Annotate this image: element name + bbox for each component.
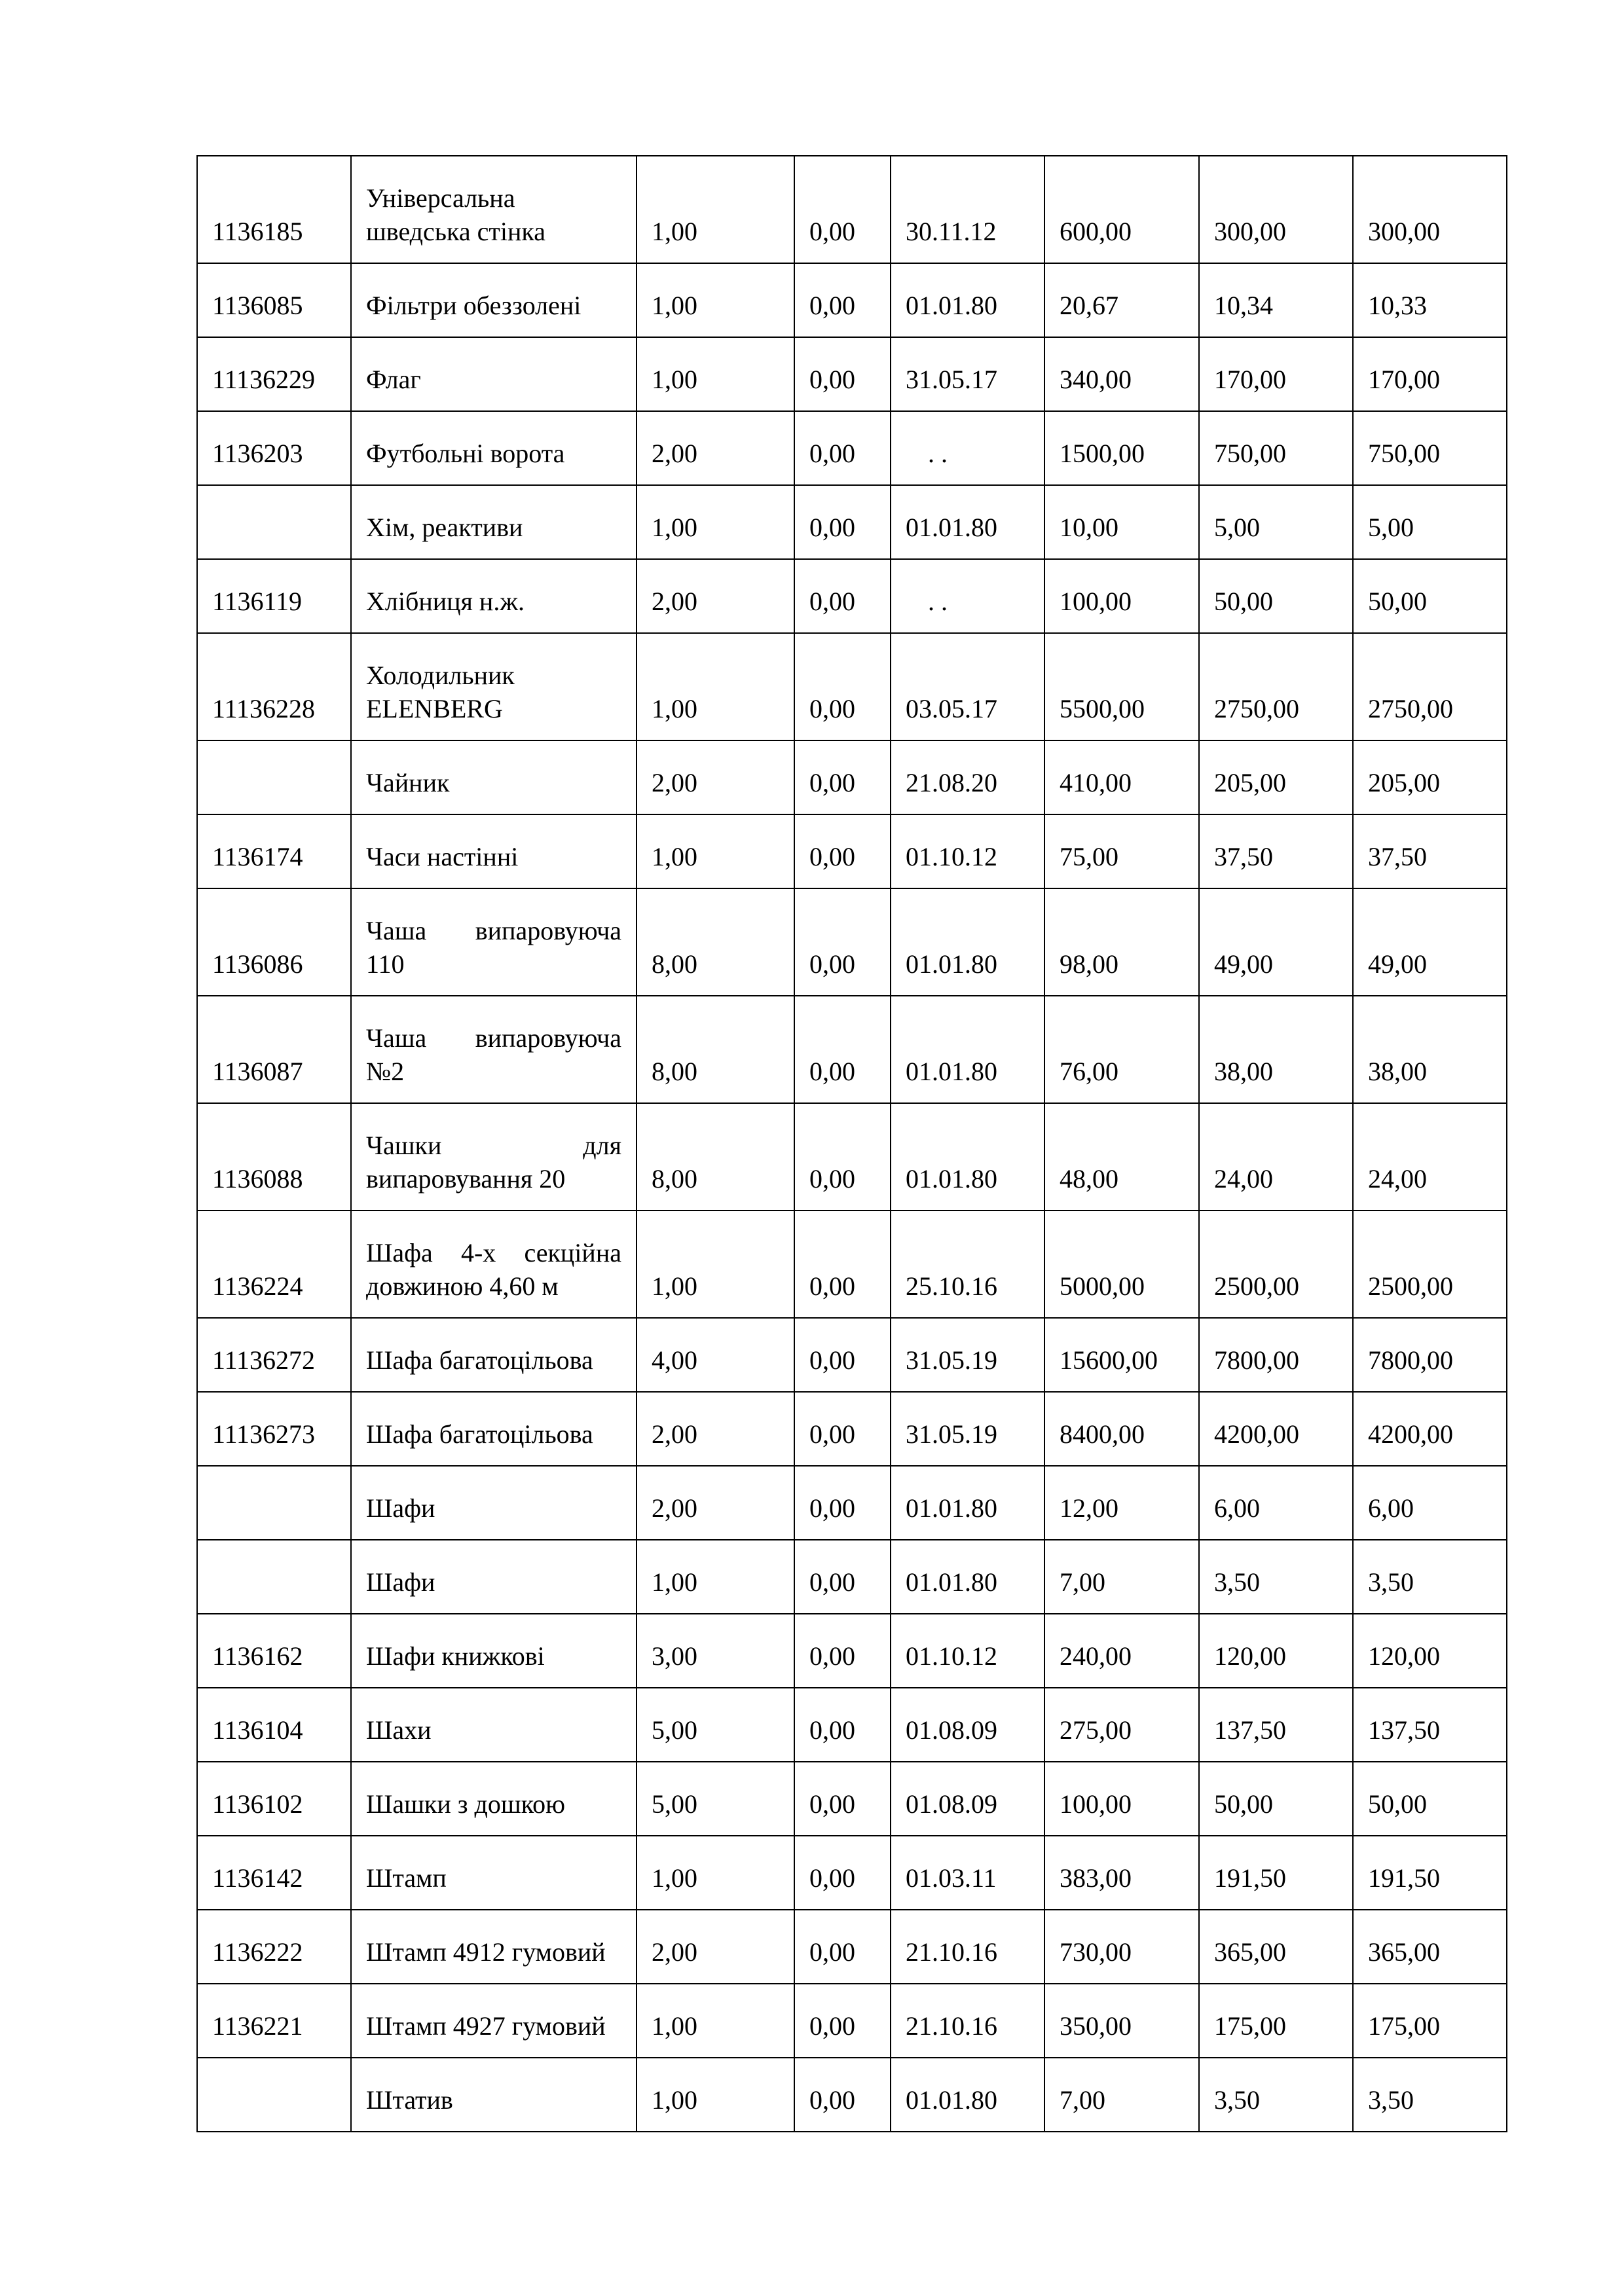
- total-cost-cell: 7,00: [1044, 2058, 1199, 2132]
- value-cell: 0,00: [794, 337, 891, 411]
- quantity-cell: 8,00: [637, 1103, 794, 1211]
- balance-cell: 50,00: [1353, 559, 1507, 633]
- date-cell: . .: [891, 559, 1044, 633]
- inventory-table-body: [197, 156, 1507, 2132]
- total-cost-cell: 12,00: [1044, 1466, 1199, 1540]
- total-cost-cell: 5500,00: [1044, 633, 1199, 740]
- item-name-cell: Універсальна шведська стінка: [351, 156, 637, 263]
- amount-cell: 191,50: [1199, 1836, 1353, 1910]
- inventory-table: [196, 155, 1507, 2132]
- value-cell: 0,00: [794, 1836, 891, 1910]
- inventory-code-cell: 11136272: [197, 1318, 351, 1392]
- balance-cell: 191,50: [1353, 1836, 1507, 1910]
- value-cell: 0,00: [794, 1103, 891, 1211]
- amount-cell: 6,00: [1199, 1466, 1353, 1540]
- value-cell: 0,00: [794, 2058, 891, 2132]
- inventory-code-cell: [197, 740, 351, 814]
- value-cell: 0,00: [794, 1910, 891, 1984]
- date-cell: 01.08.09: [891, 1762, 1044, 1836]
- table-row: [197, 1540, 1507, 1614]
- table-row: [197, 1984, 1507, 2058]
- table-row: [197, 1318, 1507, 1392]
- date-cell: 03.05.17: [891, 633, 1044, 740]
- total-cost-cell: 48,00: [1044, 1103, 1199, 1211]
- total-cost-cell: 100,00: [1044, 559, 1199, 633]
- quantity-cell: 1,00: [637, 337, 794, 411]
- total-cost-cell: 350,00: [1044, 1984, 1199, 2058]
- quantity-cell: 1,00: [637, 814, 794, 888]
- table-row: [197, 1392, 1507, 1466]
- balance-cell: 49,00: [1353, 888, 1507, 996]
- value-cell: 0,00: [794, 263, 891, 337]
- amount-cell: 137,50: [1199, 1688, 1353, 1762]
- item-name-cell: Штатив: [351, 2058, 637, 2132]
- inventory-code-cell: 1136086: [197, 888, 351, 996]
- item-name-cell: Шафи: [351, 1540, 637, 1614]
- table-row: [197, 1762, 1507, 1836]
- date-cell: 01.03.11: [891, 1836, 1044, 1910]
- item-name-cell: Шафи: [351, 1466, 637, 1540]
- balance-cell: 2750,00: [1353, 633, 1507, 740]
- inventory-code-cell: 1136222: [197, 1910, 351, 1984]
- amount-cell: 38,00: [1199, 996, 1353, 1103]
- date-cell: 30.11.12: [891, 156, 1044, 263]
- value-cell: 0,00: [794, 559, 891, 633]
- date-cell: 31.05.19: [891, 1318, 1044, 1392]
- quantity-cell: 4,00: [637, 1318, 794, 1392]
- inventory-code-cell: 1136104: [197, 1688, 351, 1762]
- balance-cell: 50,00: [1353, 1762, 1507, 1836]
- quantity-cell: 8,00: [637, 888, 794, 996]
- item-name-cell: Штамп 4912 гумовий: [351, 1910, 637, 1984]
- date-cell: 01.01.80: [891, 1466, 1044, 1540]
- item-name-cell: Футбольні ворота: [351, 411, 637, 485]
- inventory-code-cell: [197, 1466, 351, 1540]
- value-cell: 0,00: [794, 156, 891, 263]
- value-cell: 0,00: [794, 411, 891, 485]
- balance-cell: 300,00: [1353, 156, 1507, 263]
- total-cost-cell: 7,00: [1044, 1540, 1199, 1614]
- quantity-cell: 5,00: [637, 1688, 794, 1762]
- balance-cell: 120,00: [1353, 1614, 1507, 1688]
- date-cell: 01.01.80: [891, 2058, 1044, 2132]
- value-cell: 0,00: [794, 740, 891, 814]
- amount-cell: 50,00: [1199, 1762, 1353, 1836]
- balance-cell: 175,00: [1353, 1984, 1507, 2058]
- quantity-cell: 1,00: [637, 1540, 794, 1614]
- inventory-code-cell: 1136203: [197, 411, 351, 485]
- amount-cell: 170,00: [1199, 337, 1353, 411]
- total-cost-cell: 340,00: [1044, 337, 1199, 411]
- table-row: [197, 485, 1507, 559]
- table-row: [197, 559, 1507, 633]
- value-cell: 0,00: [794, 1984, 891, 2058]
- balance-cell: 2500,00: [1353, 1211, 1507, 1318]
- value-cell: 0,00: [794, 1688, 891, 1762]
- table-row: [197, 740, 1507, 814]
- inventory-code-cell: 1136162: [197, 1614, 351, 1688]
- balance-cell: 205,00: [1353, 740, 1507, 814]
- item-name-cell: Часи настінні: [351, 814, 637, 888]
- quantity-cell: 1,00: [637, 263, 794, 337]
- amount-cell: 120,00: [1199, 1614, 1353, 1688]
- amount-cell: 24,00: [1199, 1103, 1353, 1211]
- balance-cell: 365,00: [1353, 1910, 1507, 1984]
- value-cell: 0,00: [794, 633, 891, 740]
- quantity-cell: 1,00: [637, 633, 794, 740]
- inventory-code-cell: 1136224: [197, 1211, 351, 1318]
- total-cost-cell: 730,00: [1044, 1910, 1199, 1984]
- balance-cell: 5,00: [1353, 485, 1507, 559]
- table-row: [197, 1910, 1507, 1984]
- amount-cell: 37,50: [1199, 814, 1353, 888]
- balance-cell: 137,50: [1353, 1688, 1507, 1762]
- item-name-cell: Штамп 4927 гумовий: [351, 1984, 637, 2058]
- item-name-cell: Шашки з дошкою: [351, 1762, 637, 1836]
- quantity-cell: 2,00: [637, 1392, 794, 1466]
- value-cell: 0,00: [794, 485, 891, 559]
- total-cost-cell: 1500,00: [1044, 411, 1199, 485]
- item-name-cell: Холодильник ELENBERG: [351, 633, 637, 740]
- table-row: [197, 1466, 1507, 1540]
- total-cost-cell: 5000,00: [1044, 1211, 1199, 1318]
- item-name-cell: Хім, реактиви: [351, 485, 637, 559]
- inventory-code-cell: 1136085: [197, 263, 351, 337]
- amount-cell: 2750,00: [1199, 633, 1353, 740]
- date-cell: 31.05.17: [891, 337, 1044, 411]
- balance-cell: 24,00: [1353, 1103, 1507, 1211]
- date-cell: 01.01.80: [891, 485, 1044, 559]
- total-cost-cell: 410,00: [1044, 740, 1199, 814]
- total-cost-cell: 275,00: [1044, 1688, 1199, 1762]
- amount-cell: 205,00: [1199, 740, 1353, 814]
- item-name-cell: Чашки для випаровування 20: [351, 1103, 637, 1211]
- amount-cell: 3,50: [1199, 2058, 1353, 2132]
- inventory-code-cell: 1136221: [197, 1984, 351, 2058]
- table-row: [197, 337, 1507, 411]
- amount-cell: 3,50: [1199, 1540, 1353, 1614]
- inventory-code-cell: 11136229: [197, 337, 351, 411]
- quantity-cell: 8,00: [637, 996, 794, 1103]
- inventory-code-cell: [197, 1540, 351, 1614]
- inventory-code-cell: 1136087: [197, 996, 351, 1103]
- document-page: [196, 155, 1506, 2132]
- inventory-code-cell: 11136273: [197, 1392, 351, 1466]
- quantity-cell: 1,00: [637, 1211, 794, 1318]
- table-row: [197, 814, 1507, 888]
- balance-cell: 170,00: [1353, 337, 1507, 411]
- quantity-cell: 2,00: [637, 1466, 794, 1540]
- balance-cell: 38,00: [1353, 996, 1507, 1103]
- balance-cell: 37,50: [1353, 814, 1507, 888]
- date-cell: 01.10.12: [891, 814, 1044, 888]
- quantity-cell: 2,00: [637, 740, 794, 814]
- quantity-cell: 1,00: [637, 156, 794, 263]
- amount-cell: 2500,00: [1199, 1211, 1353, 1318]
- item-name-cell: Чаша випаровуюча 110: [351, 888, 637, 996]
- date-cell: 21.10.16: [891, 1910, 1044, 1984]
- value-cell: 0,00: [794, 814, 891, 888]
- table-row: [197, 263, 1507, 337]
- item-name-cell: Шафа 4-х секційна довжиною 4,60 м: [351, 1211, 637, 1318]
- table-row: [197, 633, 1507, 740]
- inventory-code-cell: 11136228: [197, 633, 351, 740]
- item-name-cell: Шахи: [351, 1688, 637, 1762]
- date-cell: 01.01.80: [891, 1540, 1044, 1614]
- date-cell: 01.01.80: [891, 263, 1044, 337]
- quantity-cell: 1,00: [637, 485, 794, 559]
- total-cost-cell: 15600,00: [1044, 1318, 1199, 1392]
- total-cost-cell: 600,00: [1044, 156, 1199, 263]
- inventory-code-cell: 1136119: [197, 559, 351, 633]
- item-name-cell: Чайник: [351, 740, 637, 814]
- total-cost-cell: 100,00: [1044, 1762, 1199, 1836]
- balance-cell: 3,50: [1353, 1540, 1507, 1614]
- quantity-cell: 1,00: [637, 1984, 794, 2058]
- date-cell: 01.08.09: [891, 1688, 1044, 1762]
- total-cost-cell: 20,67: [1044, 263, 1199, 337]
- value-cell: 0,00: [794, 1762, 891, 1836]
- balance-cell: 6,00: [1353, 1466, 1507, 1540]
- amount-cell: 49,00: [1199, 888, 1353, 996]
- total-cost-cell: 75,00: [1044, 814, 1199, 888]
- quantity-cell: 1,00: [637, 2058, 794, 2132]
- inventory-code-cell: 1136185: [197, 156, 351, 263]
- value-cell: 0,00: [794, 1318, 891, 1392]
- item-name-cell: Штамп: [351, 1836, 637, 1910]
- inventory-code-cell: [197, 2058, 351, 2132]
- inventory-code-cell: 1136142: [197, 1836, 351, 1910]
- quantity-cell: 2,00: [637, 559, 794, 633]
- date-cell: . .: [891, 411, 1044, 485]
- inventory-code-cell: 1136174: [197, 814, 351, 888]
- item-name-cell: Флаг: [351, 337, 637, 411]
- value-cell: 0,00: [794, 1211, 891, 1318]
- amount-cell: 10,34: [1199, 263, 1353, 337]
- date-cell: 01.10.12: [891, 1614, 1044, 1688]
- item-name-cell: Фільтри обеззолені: [351, 263, 637, 337]
- date-cell: 31.05.19: [891, 1392, 1044, 1466]
- inventory-code-cell: 1136102: [197, 1762, 351, 1836]
- table-row: [197, 411, 1507, 485]
- table-row: [197, 1211, 1507, 1318]
- total-cost-cell: 10,00: [1044, 485, 1199, 559]
- amount-cell: 5,00: [1199, 485, 1353, 559]
- value-cell: 0,00: [794, 888, 891, 996]
- date-cell: 21.08.20: [891, 740, 1044, 814]
- balance-cell: 7800,00: [1353, 1318, 1507, 1392]
- item-name-cell: Чаша випаровуюча №2: [351, 996, 637, 1103]
- item-name-cell: Хлібниця н.ж.: [351, 559, 637, 633]
- value-cell: 0,00: [794, 1614, 891, 1688]
- table-row: [197, 1688, 1507, 1762]
- item-name-cell: Шафа багатоцільова: [351, 1392, 637, 1466]
- date-cell: 25.10.16: [891, 1211, 1044, 1318]
- total-cost-cell: 98,00: [1044, 888, 1199, 996]
- table-row: [197, 1836, 1507, 1910]
- quantity-cell: 3,00: [637, 1614, 794, 1688]
- balance-cell: 3,50: [1353, 2058, 1507, 2132]
- total-cost-cell: 8400,00: [1044, 1392, 1199, 1466]
- amount-cell: 300,00: [1199, 156, 1353, 263]
- amount-cell: 750,00: [1199, 411, 1353, 485]
- total-cost-cell: 76,00: [1044, 996, 1199, 1103]
- item-name-cell: Шафи книжкові: [351, 1614, 637, 1688]
- table-row: [197, 1614, 1507, 1688]
- value-cell: 0,00: [794, 1392, 891, 1466]
- balance-cell: 750,00: [1353, 411, 1507, 485]
- date-cell: 01.01.80: [891, 996, 1044, 1103]
- amount-cell: 50,00: [1199, 559, 1353, 633]
- quantity-cell: 2,00: [637, 1910, 794, 1984]
- amount-cell: 4200,00: [1199, 1392, 1353, 1466]
- balance-cell: 4200,00: [1353, 1392, 1507, 1466]
- inventory-code-cell: [197, 485, 351, 559]
- quantity-cell: 1,00: [637, 1836, 794, 1910]
- table-row: [197, 1103, 1507, 1211]
- item-name-cell: Шафа багатоцільова: [351, 1318, 637, 1392]
- amount-cell: 365,00: [1199, 1910, 1353, 1984]
- table-row: [197, 156, 1507, 263]
- inventory-code-cell: 1136088: [197, 1103, 351, 1211]
- value-cell: 0,00: [794, 1466, 891, 1540]
- value-cell: 0,00: [794, 1540, 891, 1614]
- total-cost-cell: 240,00: [1044, 1614, 1199, 1688]
- table-row: [197, 996, 1507, 1103]
- quantity-cell: 2,00: [637, 411, 794, 485]
- amount-cell: 175,00: [1199, 1984, 1353, 2058]
- table-row: [197, 2058, 1507, 2132]
- value-cell: 0,00: [794, 996, 891, 1103]
- amount-cell: 7800,00: [1199, 1318, 1353, 1392]
- table-row: [197, 888, 1507, 996]
- date-cell: 01.01.80: [891, 888, 1044, 996]
- balance-cell: 10,33: [1353, 263, 1507, 337]
- total-cost-cell: 383,00: [1044, 1836, 1199, 1910]
- date-cell: 01.01.80: [891, 1103, 1044, 1211]
- quantity-cell: 5,00: [637, 1762, 794, 1836]
- date-cell: 21.10.16: [891, 1984, 1044, 2058]
